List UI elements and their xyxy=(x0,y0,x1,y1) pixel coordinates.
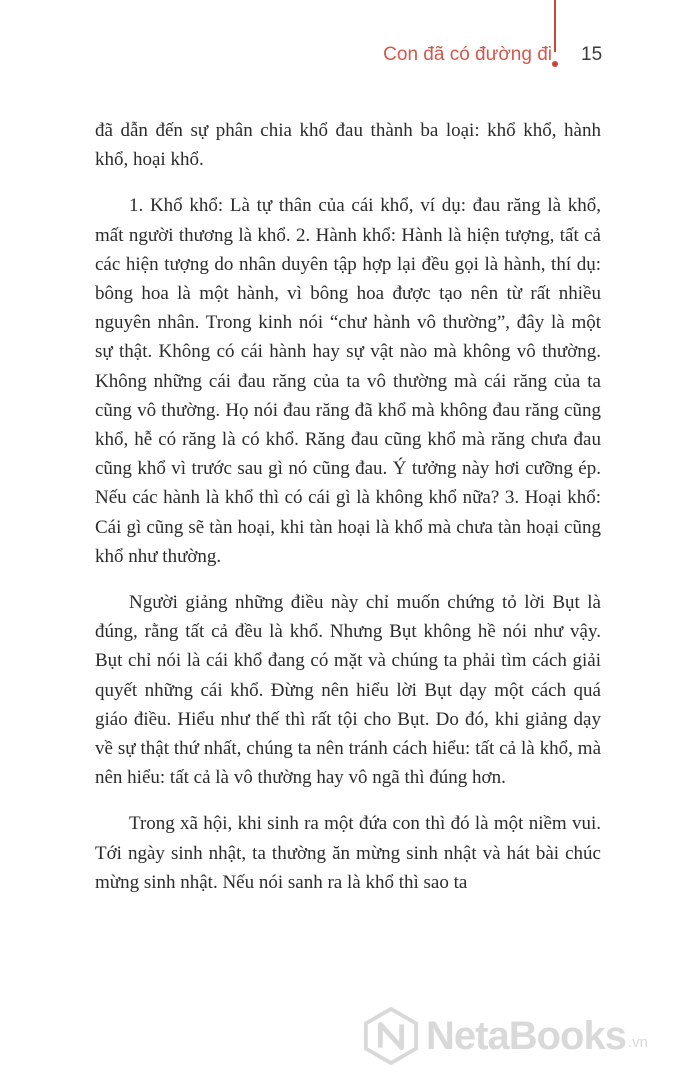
watermark-suffix: .vn xyxy=(627,1033,648,1051)
paragraph-continuation: đã dẫn đến sự phân chia khổ đau thành ba loại: khổ khổ, hành khổ, hoại khổ. xyxy=(95,120,601,171)
header-vertical-rule xyxy=(554,0,556,52)
page-number: 15 xyxy=(581,44,603,65)
running-title: Con đã có đường đi xyxy=(383,44,552,65)
paragraph: Người giảng những điều này chỉ muốn chứng tỏ lời Bụt là đúng, rằng tất cả đều là khổ. Nhưng Bụt không hề nói như vậy. Bụt chỉ nói là cái khổ đang có mặt và chúng ta phải tìm cách giải quyết những cái khổ. Đừng nên hiểu lời Bụt dạy một cách quá giáo điều. Hiểu như thế thì rất tội cho Bụt. Do đó, khi giảng dạy về sự thật thứ nhất, chúng ta nên tránh cách hiểu: tất cả là khổ, mà nên hiểu: tất cả là vô thường hay vô ngã thì đúng hơn. xyxy=(95,592,601,789)
watermark xyxy=(362,1004,648,1068)
netabooks-logo-icon xyxy=(362,1007,420,1065)
paragraph: 1. Khổ khổ: Là tự thân của cái khổ, ví dụ: đau răng là khổ, mất người thương là khổ. 2. Hành khổ: Hành là hiện tượng, tất cả các hiện tượng do nhân duyên tập hợp lại đều gọi là hành, thí dụ: bông hoa là một hành, vì bông hoa được tạo nên từ rất nhiều nguyên nhân. Trong kinh nói “chư hành vô thường”, đây là một sự thật. Không có cái hành hay sự vật nào mà không vô thường. Không những cái đau răng của ta vô thường mà cái răng của ta cũng vô thường. Họ nói đau răng đã khổ mà không đau răng cũng khổ, hễ có răng là có khổ. Răng đau cũng khổ mà răng chưa đau cũng khổ vì trước sau gì nó cũng đau. Ý tưởng này hơi cưỡng ép. Nếu các hành là khổ thì có cái gì là không khổ nữa? 3. Hoại khổ: Cái gì cũng sẽ tàn hoại, khi tàn hoại là khổ mà chưa tàn hoại cũng khổ như thường. xyxy=(95,195,601,567)
page-body xyxy=(95,116,601,897)
paragraph: Trong xã hội, khi sinh ra một đứa con thì đó là một niềm vui. Tới ngày sinh nhật, ta thường ăn mừng sinh nhật và hát bài chúc mừng sinh nhật. Nếu nói sanh ra là khổ thì sao ta xyxy=(95,813,601,893)
header-dot xyxy=(552,61,558,67)
watermark-brand: NetaBooks xyxy=(426,1013,626,1058)
